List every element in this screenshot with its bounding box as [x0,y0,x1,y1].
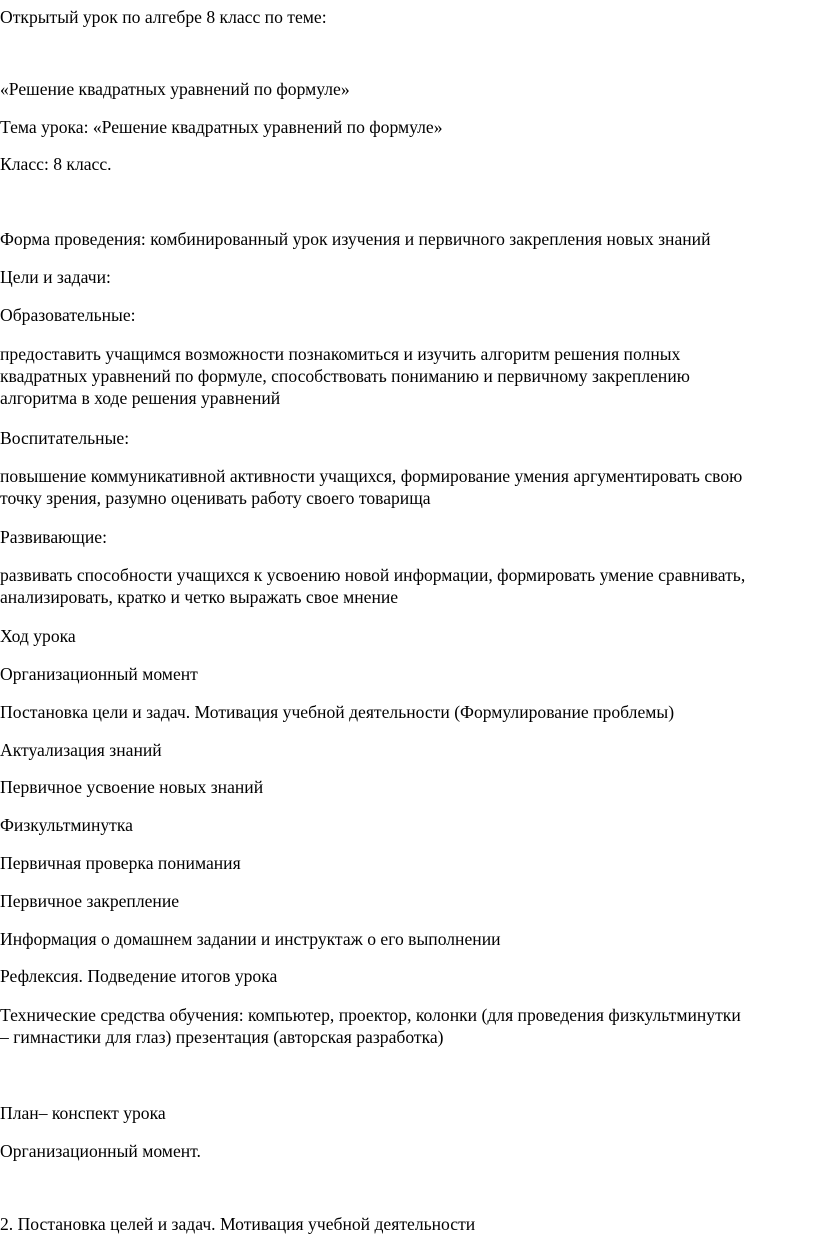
educational-heading: Образовательные: [0,305,136,325]
developing-line: анализировать, кратко и четко выражать свое мнение [0,587,399,607]
upbringing-heading: Воспитательные: [0,428,130,448]
goals-heading: Цели и задачи: [0,267,111,287]
grade-line: Класс: 8 класс. [0,154,112,174]
educational-line: алгоритма в ходе решения уравнений [0,388,281,408]
stage-item: Информация о домашнем задании и инструктаж о его выполнении [0,929,501,949]
educational-line: квадратных уравнений по формуле, способствовать пониманию и первичному закреплению [0,366,690,386]
stage-item: Первичное усвоение новых знаний [0,777,264,797]
stage-item: Организационный момент [0,664,198,684]
upbringing-line: повышение коммуникативной активности учащихся, формирование умения аргументировать свою [0,466,743,486]
document-header: Открытый урок по алгебре 8 класс по теме: [0,7,327,27]
stage-item: Первичная проверка понимания [0,853,241,873]
stage-item: Актуализация знаний [0,740,162,760]
stage-item: Рефлексия. Подведение итогов урока [0,966,278,986]
org-moment: Организационный момент. [0,1141,201,1161]
stage-item: Постановка цели и задач. Мотивация учебной деятельности (Формулирование проблемы) [0,702,675,722]
upbringing-paragraph [0,465,816,509]
plan-heading: План– конспект урока [0,1103,166,1123]
equipment-paragraph [0,1004,816,1048]
lesson-topic: Тема урока: «Решение квадратных уравнений по формуле» [0,117,443,137]
equipment-line: Технические средства обучения: компьютер, проектор, колонки (для проведения физкультминутки [0,1005,741,1025]
developing-paragraph [0,564,816,608]
topic-quote: «Решение квадратных уравнений по формуле» [0,79,350,99]
developing-line: развивать способности учащихся к усвоению новой информации, формировать умение сравнивать, [0,565,746,585]
educational-line: предоставить учащимся возможности познакомиться и изучить алгоритм решения полных [0,344,681,364]
stage-item: Физкультминутка [0,815,133,835]
course-heading: Ход урока [0,626,76,646]
educational-paragraph [0,343,816,409]
equipment-line: – гимнастики для глаз) презентация (авторская разработка) [0,1027,444,1047]
developing-heading: Развивающие: [0,527,107,547]
section-2-heading: 2. Постановка целей и задач. Мотивация учебной деятельности [0,1214,476,1234]
stage-item: Первичное закрепление [0,891,180,911]
lesson-form: Форма проведения: комбинированный урок изучения и первичного закрепления новых знаний [0,229,711,249]
upbringing-line: точку зрения, разумно оценивать работу своего товарища [0,488,431,508]
